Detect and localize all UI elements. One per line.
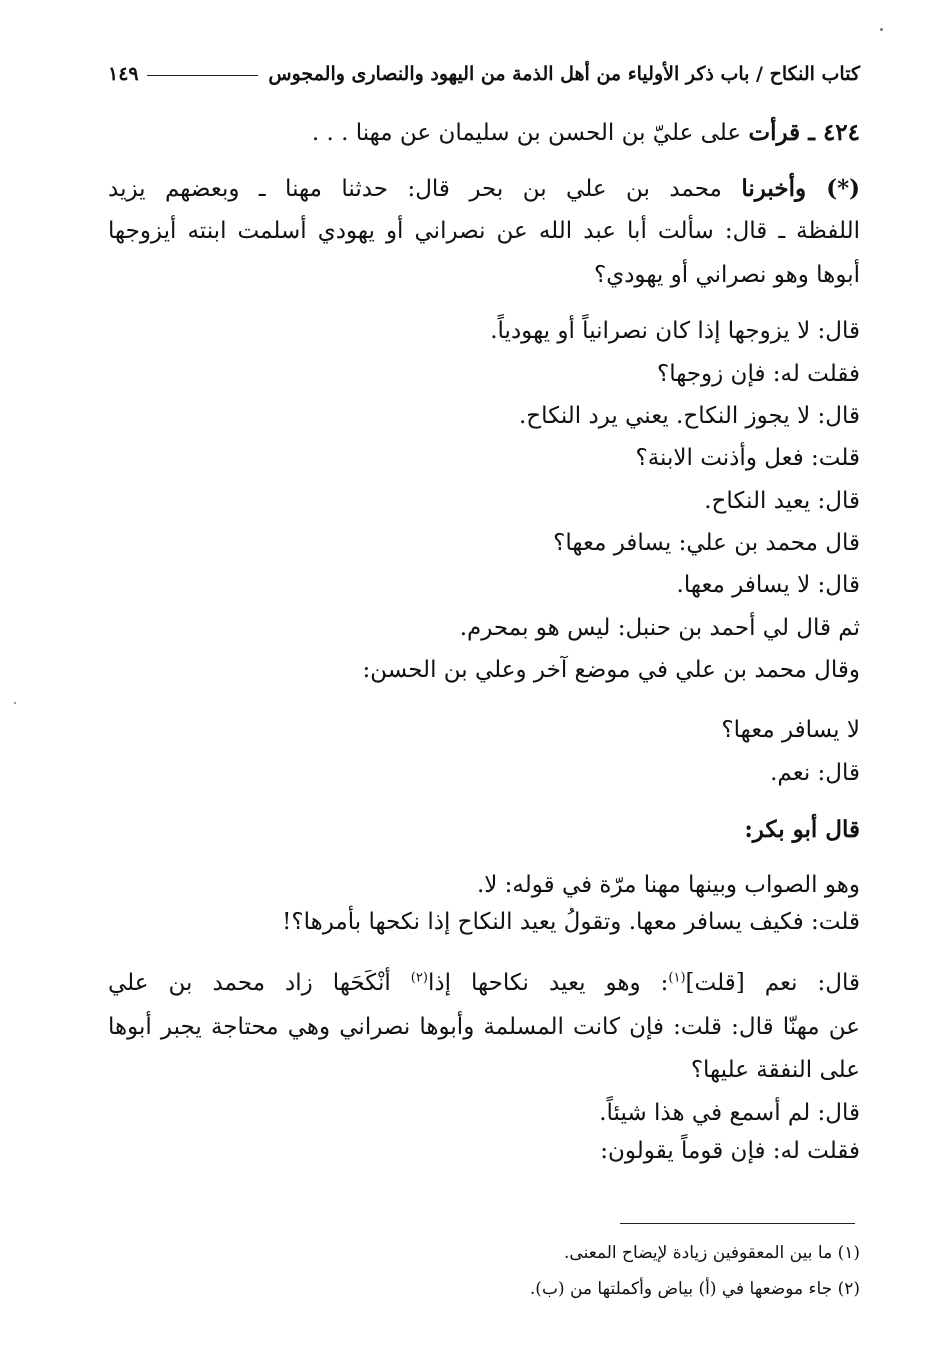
dialogue-line: قلت: فعل وأذنت الابنة؟ xyxy=(635,445,860,471)
dialogue-line: وقال محمد بن علي في موضع آخر وعلي بن الحسن: xyxy=(362,657,860,683)
akhbarana-line-3: أبوها وهو نصراني أو يهودي؟ xyxy=(593,262,860,288)
entry-text: على عليّ بن الحسن بن سليمان عن مهنا . . . xyxy=(311,120,749,146)
dialogue-line: فقلت له: فإن قوماً يقولون: xyxy=(600,1138,860,1164)
dialogue-line: ثم قال لي أحمد بن حنبل: ليس هو بمحرم. xyxy=(459,615,860,641)
akhbarana-line-1 xyxy=(108,172,860,206)
dialogue-line: قال: لم أسمع في هذا شيئاً. xyxy=(599,1100,860,1126)
footnote-ref-1: (١) xyxy=(668,970,686,986)
footnote-1: (١) ما بين المعقوفين زيادة لإيضاح المعنى. xyxy=(564,1243,860,1263)
scan-speck xyxy=(880,28,883,31)
paragraph-text: : وهو يعيد نكاحها إذا xyxy=(427,970,669,996)
footnote-ref-2: (٢) xyxy=(410,970,428,986)
dialogue-line: قال: يعيد النكاح. xyxy=(704,488,860,514)
header-rule xyxy=(147,75,259,76)
dialogue-line: فقلت له: فإن زوجها؟ xyxy=(657,361,860,387)
dialogue-line: قال: نعم. xyxy=(770,760,860,786)
running-header xyxy=(108,54,860,94)
dialogue-line: قلت: فكيف يسافر معها. وتقولُ يعيد النكاح إذا نكحها بأمرها؟! xyxy=(282,909,860,935)
paragraph-line-2: عن مهنّا قال: قلت: فإن كانت المسلمة وأبوها نصراني وهي محتاجة يجبر أبوها xyxy=(108,1014,860,1040)
page-number: ١٤٩ xyxy=(108,63,139,85)
dialogue-line: قال: لا يسافر معها. xyxy=(676,572,860,598)
akhbarana-line-1-text: محمد بن علي بن بحر قال: حدثنا مهنا ـ وبعضهم يزيد xyxy=(108,176,742,202)
dialogue-line: قال: لا يجوز النكاح. يعني يرد النكاح. xyxy=(518,403,860,429)
entry-424 xyxy=(312,116,860,150)
entry-number: ٤٢٤ ـ قرأت xyxy=(748,119,860,146)
scan-speck xyxy=(14,702,16,704)
akhbarana-line-2: اللفظة ـ قال: سألت أبا عبد الله عن نصراني أو يهودي أسلمت ابنته أيزوجها xyxy=(108,218,860,244)
footnote-2: (٢) جاء موضعها في (أ) بياض وأكملتها من (ب). xyxy=(529,1279,860,1299)
akhbarana-marker: (*) وأخبرنا xyxy=(741,175,860,202)
paragraph-text: أنْكَحَها زاد محمد بن علي xyxy=(108,970,411,996)
abu-bakr-heading: قال أبو بكر: xyxy=(744,816,860,843)
footnote-separator xyxy=(620,1223,855,1224)
paragraph-line-3: على النفقة عليها؟ xyxy=(690,1057,860,1083)
chapter-title: كتاب النكاح / باب ذكر الأولياء من أهل الذمة من اليهود والنصارى والمجوس xyxy=(268,63,860,85)
dialogue-line: قال محمد بن علي: يسافر معها؟ xyxy=(553,530,860,556)
paragraph-line-1 xyxy=(108,966,860,1000)
dialogue-line: لا يسافر معها؟ xyxy=(721,717,860,743)
paragraph-text: قال: نعم [قلت] xyxy=(685,970,860,996)
dialogue-line: قال: لا يزوجها إذا كان نصرانياً أو يهودياً. xyxy=(490,318,860,344)
dialogue-line: وهو الصواب وبينها مهنا مرّة في قوله: لا. xyxy=(476,872,860,898)
